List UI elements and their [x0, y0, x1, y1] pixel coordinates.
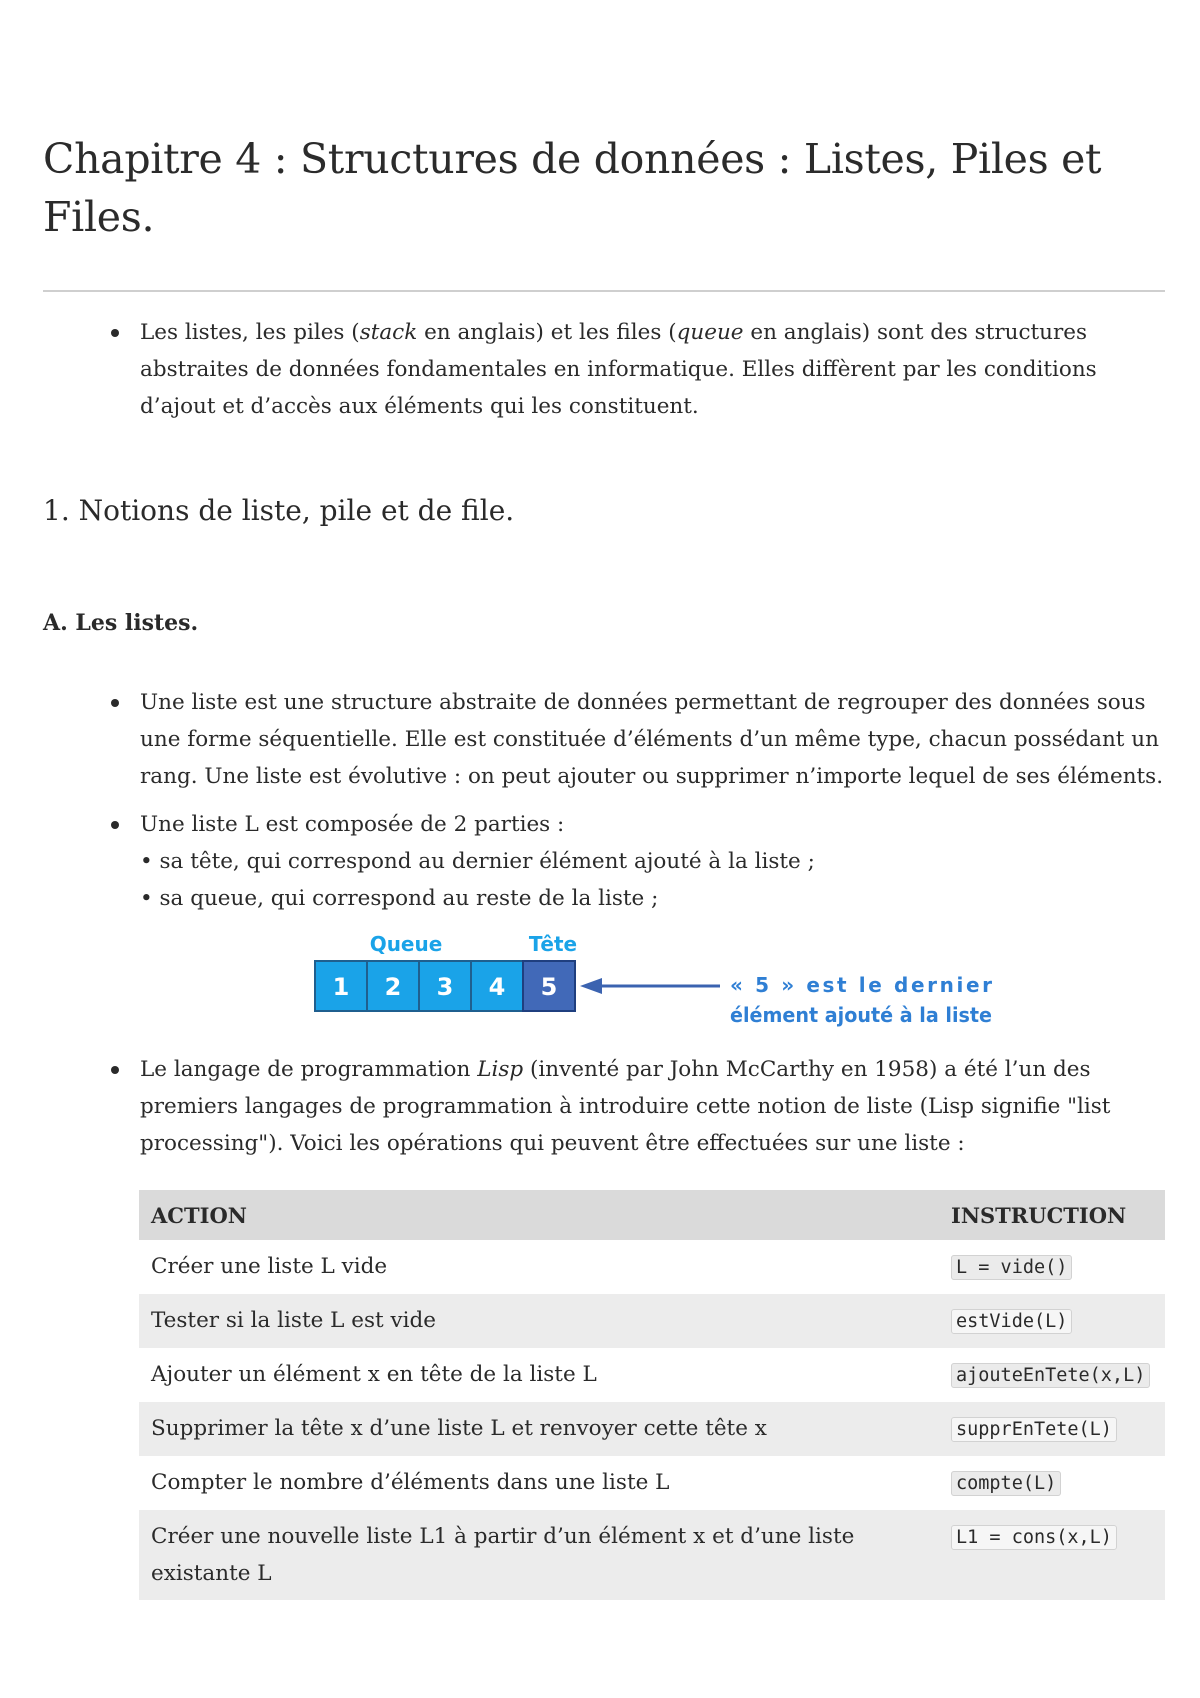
instruction-code: L = vide(): [951, 1255, 1072, 1280]
table-row: [139, 1510, 1165, 1600]
arrow-icon: [580, 978, 720, 994]
lisp-bullets: [80, 1051, 1165, 1173]
queue-term: queue: [676, 320, 744, 345]
bullet-icon: [111, 1066, 119, 1074]
diagram-note-line-1: « 5 » est le dernier: [730, 973, 992, 997]
queue-label: Queue: [369, 932, 443, 956]
instruction-cell: [939, 1510, 1165, 1600]
cell-value: 1: [332, 973, 350, 1001]
list-cells: [315, 961, 575, 1011]
action-cell: Créer une liste L vide: [139, 1240, 939, 1294]
chapter-title: Chapitre 4 : Structures de données : Listes, Piles et Files.: [43, 135, 1102, 241]
section-heading-1: 1. Notions de liste, pile et de file.: [43, 494, 515, 527]
action-cell: Supprimer la tête x d’une liste L et renvoyer cette tête x: [139, 1402, 939, 1456]
lisp-term: Lisp: [477, 1057, 524, 1082]
bullet-icon: [111, 699, 119, 707]
instruction-code: supprEnTete(L): [951, 1417, 1117, 1442]
action-cell: Tester si la liste L est vide: [139, 1294, 939, 1348]
intro-list: [80, 314, 1165, 436]
bullet-icon: [111, 329, 119, 337]
list-definition: Une liste est une structure abstraite de données permettant de regrouper des données sous une forme séquentielle. Elle est constituée d’éléments d’un même type, chacun possédant un rang. Une liste est évolutive : on peut ajouter ou supprimer n’importe lequel de ses éléments.: [80, 684, 1165, 795]
action-cell: Ajouter un élément x en tête de la liste L: [139, 1348, 939, 1402]
cell-value: 2: [384, 973, 402, 1001]
action-cell: Créer une nouvelle liste L1 à partir d’un élément x et d’une liste existante L: [139, 1510, 939, 1600]
table-row: [139, 1456, 1165, 1510]
diagram-note-line-2: élément ajouté à la liste: [730, 1003, 992, 1027]
table-row: [139, 1294, 1165, 1348]
lists-bullets: [80, 684, 1165, 928]
title-divider: [43, 290, 1165, 292]
head-label: Tête: [528, 932, 578, 956]
instruction-cell: [939, 1294, 1165, 1348]
subsection-heading-a: A. Les listes.: [43, 610, 199, 636]
bullet-icon: [111, 821, 119, 829]
instruction-code: compte(L): [951, 1471, 1061, 1496]
stack-term: stack: [359, 320, 418, 345]
intro-paragraph: Les listes, les piles (stack en anglais) et les files (queue en anglais) sont des structures abstraites de données fondamentales en informatique. Elles diffèrent par les conditions d’ajout et d’accès aux éléments qui les constituent.: [80, 314, 1165, 425]
table-row: [139, 1240, 1165, 1294]
table-header-row: [139, 1190, 1165, 1240]
header-action: ACTION: [139, 1190, 939, 1240]
list-operations-table: [139, 1190, 1165, 1600]
instruction-cell: [939, 1456, 1165, 1510]
instruction-code: L1 = cons(x,L): [951, 1525, 1117, 1550]
cell-value: 3: [436, 973, 454, 1001]
header-instruction: INSTRUCTION: [939, 1190, 1165, 1240]
action-cell: Compter le nombre d’éléments dans une liste L: [139, 1456, 939, 1510]
table-row: [139, 1348, 1165, 1402]
instruction-cell: [939, 1348, 1165, 1402]
list-diagram: [310, 930, 1010, 1040]
cell-value: 5: [540, 973, 558, 1001]
instruction-code: ajouteEnTete(x,L): [951, 1363, 1150, 1388]
lisp-paragraph: Le langage de programmation Lisp (inventé par John McCarthy en 1958) a été l’un des premiers langages de programmation à introduire cette notion de liste (Lisp signifie "list processing"). Voici les opérations qui peuvent être effectuées sur une liste :: [80, 1051, 1165, 1162]
list-parts: Une liste L est composée de 2 parties : • sa tête, qui correspond au dernier élément ajouté à la liste ; • sa queue, qui correspond au reste de la liste ;: [80, 806, 1165, 917]
instruction-code: estVide(L): [951, 1309, 1072, 1334]
table-row: [139, 1402, 1165, 1456]
instruction-cell: [939, 1402, 1165, 1456]
cell-value: 4: [488, 973, 506, 1001]
instruction-cell: [939, 1240, 1165, 1294]
